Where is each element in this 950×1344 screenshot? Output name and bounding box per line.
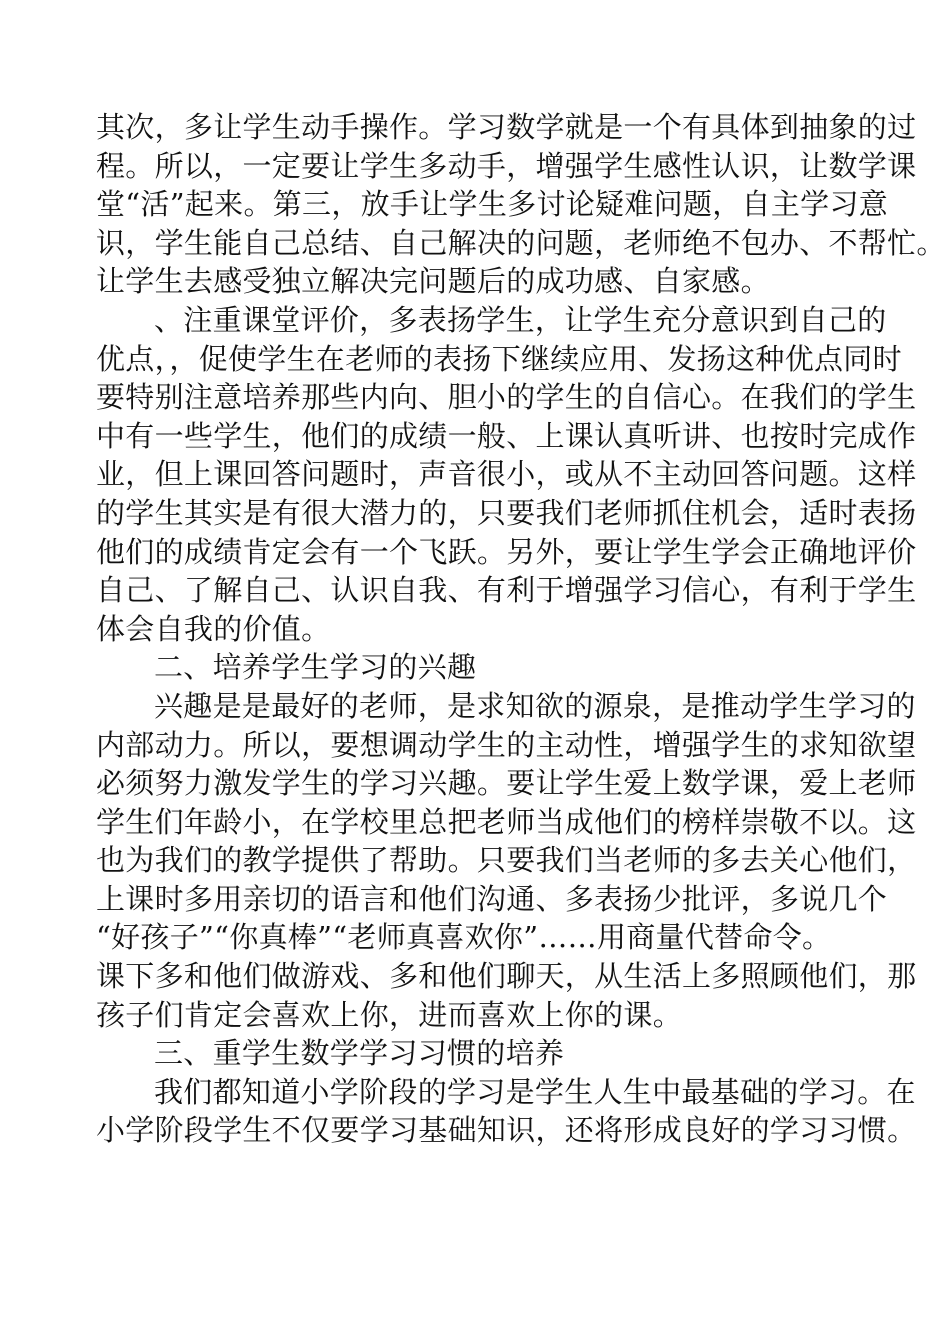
text-line: 小学阶段学生不仅要学习基础知识，还将形成良好的学习习惯。 [96,1113,917,1148]
text-line: 也为我们的教学提供了帮助。只要我们当老师的多去关心他们， [96,843,917,878]
section-heading: 二、培养学生学习的兴趣 [154,650,477,685]
text-line: 的学生其实是有很大潜力的，只要我们老师抓住机会，适时表扬 [96,495,917,530]
text-line: 他们的成绩肯定会有一个飞跃。另外，要让学生学会正确地评价 [96,534,917,569]
text-line: 我们都知道小学阶段的学习是学生人生中最基础的学习。在 [154,1074,916,1109]
text-line: 堂“活”起来。第三，放手让学生多讨论疑难问题，自主学习意 [96,187,889,222]
text-line: 孩子们肯定会喜欢上你，进而喜欢上你的课。 [96,997,683,1032]
text-line: 中有一些学生，他们的成绩一般、上课认真听讲、也按时完成作 [96,418,917,453]
text-line: 、注重课堂评价，多表扬学生，让学生充分意识到自己的 [154,302,887,337]
text-line: 让学生去感受独立解决完问题后的成功感、自家感。 [96,264,770,299]
text-line: 业，但上课回答问题时，声音很小，或从不主动回答问题。这样 [96,457,917,492]
text-line: 课下多和他们做游戏、多和他们聊天，从生活上多照顾他们，那 [96,959,917,994]
text-line: 必须努力激发学生的学习兴趣。要让学生爱上数学课，爱上老师 [96,766,917,801]
text-line: 程。所以，一定要让学生多动手，增强学生感性认识，让数学课 [96,148,917,183]
text-line: 要特别注意培养那些内向、胆小的学生的自信心。在我们的学生 [96,380,917,415]
text-line: 优点，，促使学生在老师的表扬下继续应用、发扬这种优点同时 [96,341,902,376]
text-line: 上课时多用亲切的语言和他们沟通、多表扬少批评，多说几个 [96,881,888,916]
text-line: 内部动力。所以，要想调动学生的主动性，增强学生的求知欲望 [96,727,917,762]
document-body [96,108,946,1150]
text-line: 兴趣是是最好的老师，是求知欲的源泉，是推动学生学习的 [154,688,916,723]
text-line: 识，学生能自己总结、自己解决的问题，老师绝不包办、不帮忙。 [96,225,946,260]
text-line: 体会自我的价值。 [96,611,331,646]
text-line: 自己、了解自己、认识自我、有利于增强学习信心，有利于学生 [96,573,917,608]
text-line: 其次，多让学生动手操作。学习数学就是一个有具体到抽象的过 [96,110,917,144]
text-line: “好孩子”“你真棒”“老师真喜欢你”……用商量代替命令。 [96,920,832,955]
text-line: 学生们年龄小，在学校里总把老师当成他们的榜样崇敬不以。这 [96,804,917,839]
section-heading: 三、重学生数学学习习惯的培养 [154,1036,565,1071]
